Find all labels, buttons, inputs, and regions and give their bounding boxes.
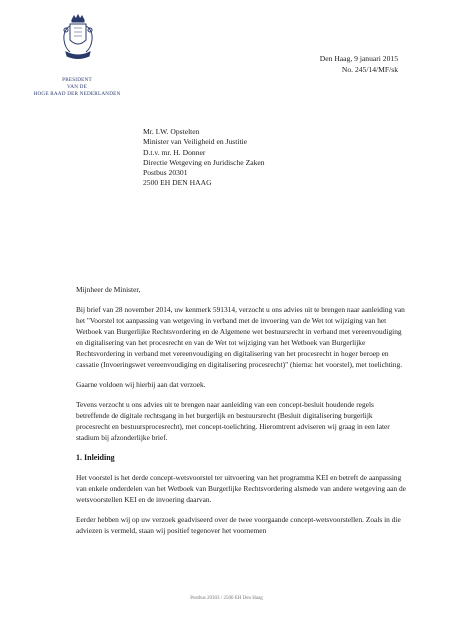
body-paragraph: Gaarne voldoen wij hierbij aan dat verzoek.	[76, 380, 206, 389]
addressee-block	[143, 127, 265, 189]
reference-number: No. 245/14/MF/sk	[341, 64, 398, 74]
body-paragraph: Eerder hebben wij op uw verzoek geadviseerd over de twee voorgaande concept-wetsvoorstellen. Zoals in die adviezen is vermeld, staan wij positief tegenover het voornemen	[76, 515, 401, 535]
letter-body	[76, 284, 406, 545]
body-paragraph: Bij brief van 28 november 2014, uw kenmerk 591314, verzocht u ons advies uit te brengen naar aanleiding van het "Voorstel tot aanpassing van wetgeving in verband met de invoering van de Wet tot wijziging van het Wetboek van Burgerlijke Rechtsvordering en de Algemene wet bestuursrecht in verband met vereenvoudiging en digitalisering van het procesrecht en van de Wet tot wijziging van het Wetboek van Burgerlijke Rechtsvordering in verband met vereenvoudiging en digitalisering van het procesrecht in hoger beroep en cassatie (Invoeringswet vereenvoudiging en digitalisering procesrecht)" (hierna: het voorstel), met toelichting.	[76, 305, 405, 369]
letterhead-line: HOGE RAAD DER NEDERLANDEN	[33, 91, 121, 98]
coat-of-arms-icon	[60, 14, 96, 64]
date-block	[320, 54, 398, 75]
addressee-line: Postbus 20301	[143, 168, 188, 178]
letterhead-sender	[22, 77, 132, 99]
salutation: Mijnheer de Minister,	[76, 285, 141, 294]
body-paragraph: Tevens verzocht u ons advies uit te brengen naar aanleiding van een concept-besluit houdende regels betreffende de digitale rechtsgang in het burgerlijk en bestuursrecht (Besluit digitalisering burgerlijk procesrecht en bestuursprocesrecht), met concept-toelichting. Hieromtrent adviseren wij graag in een later stadium bij afzonderlijke brief.	[76, 400, 390, 442]
addressee-line: Mr. I.W. Opstelten	[143, 127, 200, 136]
section-heading: 1. Inleiding	[76, 453, 115, 462]
date-line: Den Haag, 9 januari 2015	[319, 54, 398, 63]
addressee-line: D.t.v. mr. H. Donner	[143, 147, 206, 157]
body-paragraph: Het voorstel is het derde concept-wetsvoorstel ter uitvoering van het programma KEI en betreft de aanpassing van enkele onderdelen van het Wetboek van Burgerlijke Rechtsvordering alsmede van andere wetgeving aan de wetsvoorstellen KEI en de invoering daarvan.	[76, 473, 406, 504]
letterhead-line: VAN DE	[67, 84, 87, 91]
addressee-line: 2500 EH DEN HAAG	[143, 178, 212, 188]
page-footer: Postbus 20303 / 2500 EH Den Haag	[190, 596, 263, 601]
addressee-line: Directie Wetgeving en Juridische Zaken	[143, 157, 265, 167]
addressee-line: Minister van Veiligheid en Justitie	[143, 137, 248, 147]
letterhead-line: PRESIDENT	[62, 77, 92, 83]
